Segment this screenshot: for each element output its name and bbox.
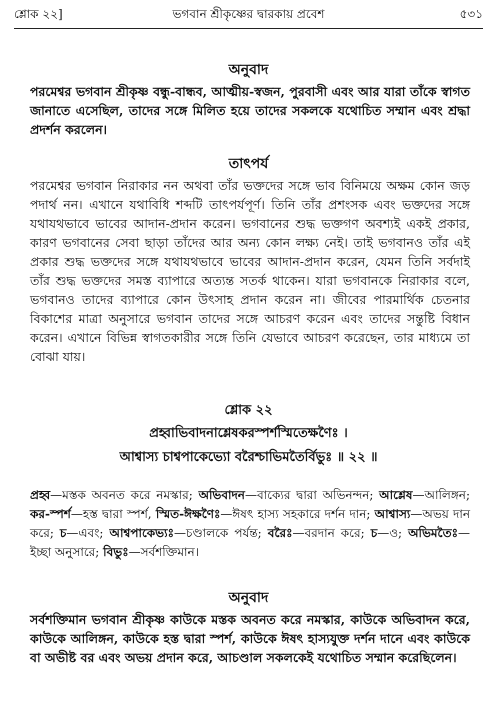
glossary-term: আশ্বপাকেভ্যঃ	[109, 526, 174, 540]
glossary-term: আশ্লেষ	[379, 488, 413, 502]
purport-heading: তাৎপর্য	[228, 156, 269, 172]
glossary-meaning: —হস্ত দ্বারা স্পর্শ,	[70, 507, 156, 521]
glossary-term: প্রহ্ব	[30, 488, 51, 502]
glossary-meaning: —ইচ্ছা অনুসারে;	[30, 526, 470, 559]
glossary-meaning: —অভয় দান করে;	[30, 507, 470, 540]
header-rule	[14, 28, 483, 29]
glossary-term: স্মিত-ঈক্ষণৈঃ	[155, 507, 221, 521]
translation-heading-2: অনুবাদ	[228, 590, 269, 606]
glossary-term: অভিমতৈঃ	[408, 526, 458, 540]
glossary-term: অভিবাদন	[198, 488, 245, 502]
translation-text: পরমেশ্বর ভগবান শ্রীকৃষ্ণ বন্ধু-বান্ধব, আত্মীয়-স্বজন, পুরবাসী এবং আর যারা তাঁকে স্বাগত জানাতে এসেছিল, তাদের সঙ্গে মিলিত হয়ে তাদের সকলকে যথোচিত সম্মান এবং শ্রদ্ধা প্রদর্শন করলেন।	[30, 84, 470, 137]
translation-heading: অনুবাদ	[228, 62, 269, 78]
glossary-meaning: —মস্তক অবনত করে নমস্কার;	[50, 488, 199, 502]
glossary-meaning: —চণ্ডালকে পর্যন্ত;	[174, 526, 268, 540]
purport-text: পরমেশ্বর ভগবান নিরাকার নন অথবা তাঁর ভক্তদের সঙ্গে ভাব বিনিময়ে অক্ষম কোন জড় পদার্থ নন। এখানে যথাবিধি শব্দটি তাৎপর্যপূর্ণ। তিনি তাঁর প্রশংসক এবং ভক্তদের সঙ্গে যথাযথভাবে ভাবের আদান-প্রদান করেন। ভগবানের শুদ্ধ ভক্তগণ অবশ্যই একই প্রকার, কারণ ভগবানের সেবা ছাড়া তাঁদের আর অন্য কোন লক্ষ্য নেই। তাই ভগবানও তাঁর এই প্রকার শুদ্ধ ভক্তদের সঙ্গে যথাযথভাবে ভাবের আদান-প্রদান করেন, যেমন তিনি সর্বদাই তাঁর শুদ্ধ ভক্তদের সমস্ত ব্যাপারে অত্যন্ত সতর্ক থাকেন। যারা ভগবানকে নিরাকার বলে, ভগবানও তাদের ব্যাপারে কোন উৎসাহ প্রদান করেন না। জীবের পারমার্থিক চেতনার বিকাশের মাত্রা অনুসারে ভগবান তাদের সঙ্গে আচরণ করেন এবং তাদের সন্তুষ্টি বিধান করেন। এখানে বিভিন্ন স্বাগতকারীর সঙ্গে তিনি যেভাবে আচরণ করেছেন, তার মাধ্যমে তা বোঝা যায়।	[30, 178, 470, 364]
verse-line-1: প্রহ্বাভিবাদনাশ্লেষকরস্পর্শস্মিতেক্ষণৈঃ ।	[149, 426, 348, 441]
glossary-term: বরৈঃ	[267, 526, 293, 540]
header-page-number: ৫৩১	[459, 7, 483, 21]
translation-text-2: সর্বশক্তিমান ভগবান শ্রীকৃষ্ণ কাউকে মস্তক অবনত করে নমস্কার, কাউকে অভিবাদন করে, কাউকে আলিঙ্গন, কাউকে হস্ত দ্বারা স্পর্শ, কাউকে ঈষৎ হাস্যযুক্ত দর্শন দানে এবং কাউকে বা অভীষ্ট বর এবং অভয় প্রদান করে, আচণ্ডাল সকলকেই যথোচিত সম্মান করেছিলেন।	[30, 612, 470, 665]
glossary-meaning: —বরদান করে;	[292, 526, 371, 540]
running-header	[14, 6, 483, 26]
glossary-term: চ	[59, 526, 67, 540]
glossary-term: বিভুঃ	[103, 545, 129, 559]
glossary-term: চ	[370, 526, 378, 540]
glossary-term: কর-স্পর্শ	[30, 507, 71, 521]
glossary-meaning: —সর্বশক্তিমান।	[128, 545, 199, 559]
glossary-meaning: —ও;	[377, 526, 409, 540]
glossary-meaning: —বাক্যের দ্বারা অভিনন্দন;	[244, 488, 380, 502]
verse-number: শ্লোক ২২	[224, 403, 273, 418]
word-meanings	[30, 486, 470, 562]
glossary-meaning: —আলিঙ্গন;	[412, 488, 470, 502]
verse-line-2: আশ্বাস্য চাশ্বপাকেভ্যো বরৈশ্চাভিমতৈর্বিভুঃ ॥ ২২ ॥	[119, 450, 378, 465]
glossary-meaning: —এবং;	[66, 526, 110, 540]
header-verse-ref: শ্লোক ২২]	[14, 7, 63, 21]
header-chapter-title: ভগবান শ্রীকৃষ্ণের দ্বারকায় প্রবেশ	[172, 7, 325, 21]
glossary-meaning: —ঈষৎ হাস্য সহকারে দর্শন দান;	[220, 507, 375, 521]
glossary-term: আশ্বাস্য	[374, 507, 411, 521]
